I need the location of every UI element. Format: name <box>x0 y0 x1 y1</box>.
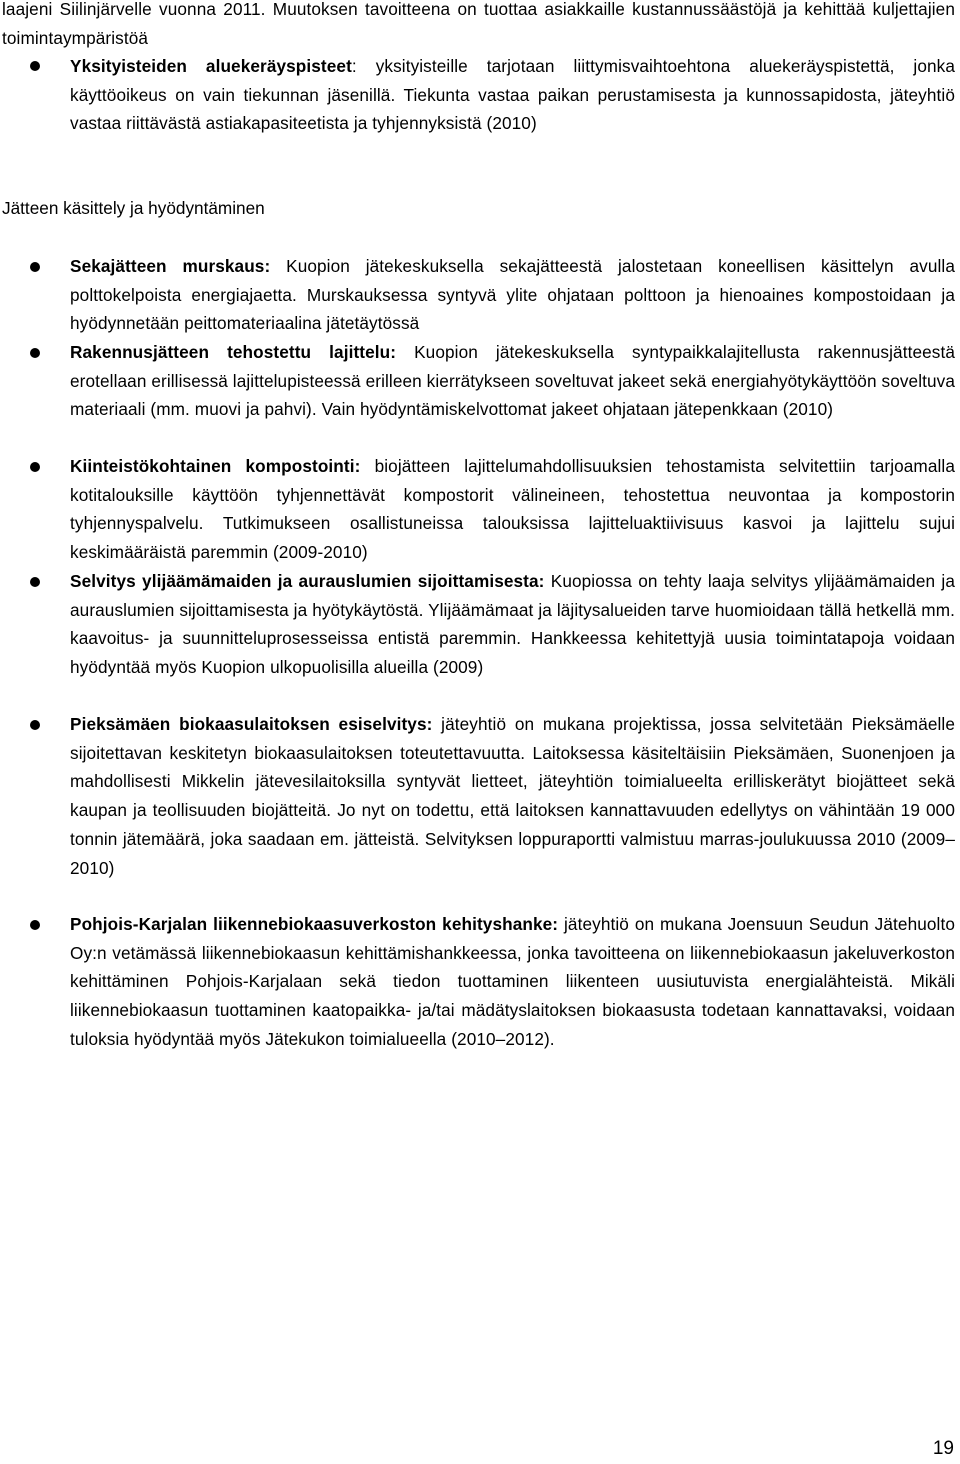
list-item-body: : yksityisteille tarjotaan liittymisvaihtoehtona aluekeräyspistettä, jonka käyttöoikeus on vain tiekunnan jäsenillä. Tiekunta vastaa paikan perustamisesta ja kunnossapidosta, jäteyhtiö vastaa riittävästä astiakapasiteetista ja tyhjennyksistä (2010) <box>70 56 955 134</box>
list-item-sekajatteen <box>70 252 955 338</box>
bullet-dot <box>30 920 40 930</box>
bullet-dot <box>30 577 40 587</box>
bullet-dot <box>30 348 40 358</box>
list-item-body: Kuopion jätekeskuksella syntypaikkalajitellusta rakennusjätteestä erotellaan erillisessä lajittelupisteessä erilleen kierrätykseen soveltuvat jakeet sekä energiahyötykäyttöön soveltuva materiaali (mm. muovi ja pahvi). Vain hyödyntämiskelvottomat jakeet ohjataan jätepenkkaan (2010) <box>70 342 956 420</box>
list-item-lead: Yksityisteiden aluekeräyspisteet <box>70 56 352 76</box>
list-item-body: biojätteen lajittelumahdollisuuksien tehostamista selvitettiin tarjoamalla kotitalouksille käyttöön tyhjennettävät kompostorit välineineen, tehostettua neuvontaa ja kompostorin tyhjennyspalvelu. Tutkimukseen osallistuneissa talouksissa lajitteluaktiivisuus kasvoi ja lajittelu sujui keskimääräistä paremmin (2009-2010) <box>70 456 955 563</box>
list-item-lead: Selvitys ylijäämämaiden ja aurauslumien sijoittamisesta: <box>70 571 545 591</box>
list-item-text <box>70 338 955 424</box>
bullet-dot <box>30 720 40 730</box>
list-item-lead: Kiinteistökohtainen kompostointi: <box>70 456 361 476</box>
list-item-body: Kuopion jätekeskuksella sekajätteestä jalostetaan koneellisen käsittelyn avulla polttokelpoista energiajaetta. Murskauksessa syntyvä ylite ohjataan polttoon ja hienoaines kompostoidaan ja hyödynnetään peittomateriaalina jätetäytössä <box>70 256 955 334</box>
list-item-text <box>70 567 955 682</box>
list-item-lead: Pieksämäen biokaasulaitoksen esiselvitys: <box>70 714 433 734</box>
bullet-dot <box>30 262 40 272</box>
list-item-lead: Sekajätteen murskaus: <box>70 256 271 276</box>
list-item-yksityisteiden <box>70 52 955 138</box>
list-item-biokaasulaitos <box>70 710 955 882</box>
list-item-body: Kuopiossa on tehty laaja selvitys ylijäämämaiden ja aurauslumien sijoittamisesta ja hyötykäytöstä. Ylijäämämaat ja läjitysalueiden tarve huomioidaan tällä hetkellä mm. kaavoitus- ja suunnitteluprosesseissa entistä paremmin. Hankkeessa kehitettyjä uusia toimintatapoja voidaan hyödyntää myös Kuopion ulkopuolisilla alueilla (2009) <box>70 571 955 678</box>
list-item-text <box>70 252 955 338</box>
list-item-text <box>70 910 955 1054</box>
list-item-text <box>70 710 955 882</box>
section-heading: Jätteen käsittely ja hyödyntäminen <box>2 198 265 218</box>
list-item-body: jäteyhtiö on mukana projektissa, jossa selvitetään Pieksämäelle sijoitettavan keskitetyn biokaasulaitoksen toteutettavuutta. Laitoksessa käsiteltäisiin Pieksämäen, Suonenjoen ja mahdollisesti Mikkelin jätevesilaitoksilla syntyvät lietteet, jäteyhtiön toimialueelta erilliskerätyt biojätteet sekä kaupan ja teollisuuden biojätteitä. Jo nyt on todettu, että laitoksen kannattavuuden edellytys on vähintään 19 000 tonnin jätemäärä, joka saadaan em. jätteistä. Selvityksen loppuraportti valmistuu marras-joulukuussa 2010 (2009–2010) <box>70 714 956 878</box>
list-item-rakennusjatteen <box>70 338 955 424</box>
list-item-ylijaamamaat <box>70 567 955 682</box>
list-item-text <box>70 52 955 138</box>
list-item-kompostointi <box>70 452 955 567</box>
intro-paragraph-wrap <box>0 0 960 52</box>
bullet-dot <box>30 61 40 71</box>
list-item-lead: Rakennusjätteen tehostettu lajittelu: <box>70 342 397 362</box>
list-item-body: jäteyhtiö on mukana Joensuun Seudun Jätehuolto Oy:n vetämässä liikennebiokaasun kehittämishankkeessa, jonka tavoitteena on liikennebiokaasun jakeluverkoston kehittäminen Pohjois-Karjalaan sekä tiedon tuottaminen liikenteen uusiutuvista energialähteistä. Mikäli liikennebiokaasun tuottaminen kaatopaikka- ja/tai mädätyslaitoksen biokaasusta todetaan kannattavaksi, voidaan tuloksia hyödyntää myös Jätekukon toimialueella (2010–2012). <box>70 914 955 1049</box>
list-item-text <box>70 452 955 567</box>
intro-paragraph: laajeni Siilinjärvelle vuonna 2011. Muutoksen tavoitteena on tuottaa asiakkaille kustannussäästöjä ja kehittää kuljettajien toimintaympäristöä <box>2 0 955 48</box>
bullet-dot <box>30 462 40 472</box>
list-item-liikennebiokaasu <box>70 910 955 1054</box>
list-item-lead: Pohjois-Karjalan liikennebiokaasuverkoston kehityshanke: <box>70 914 559 934</box>
page-number: 19 <box>932 1438 954 1459</box>
